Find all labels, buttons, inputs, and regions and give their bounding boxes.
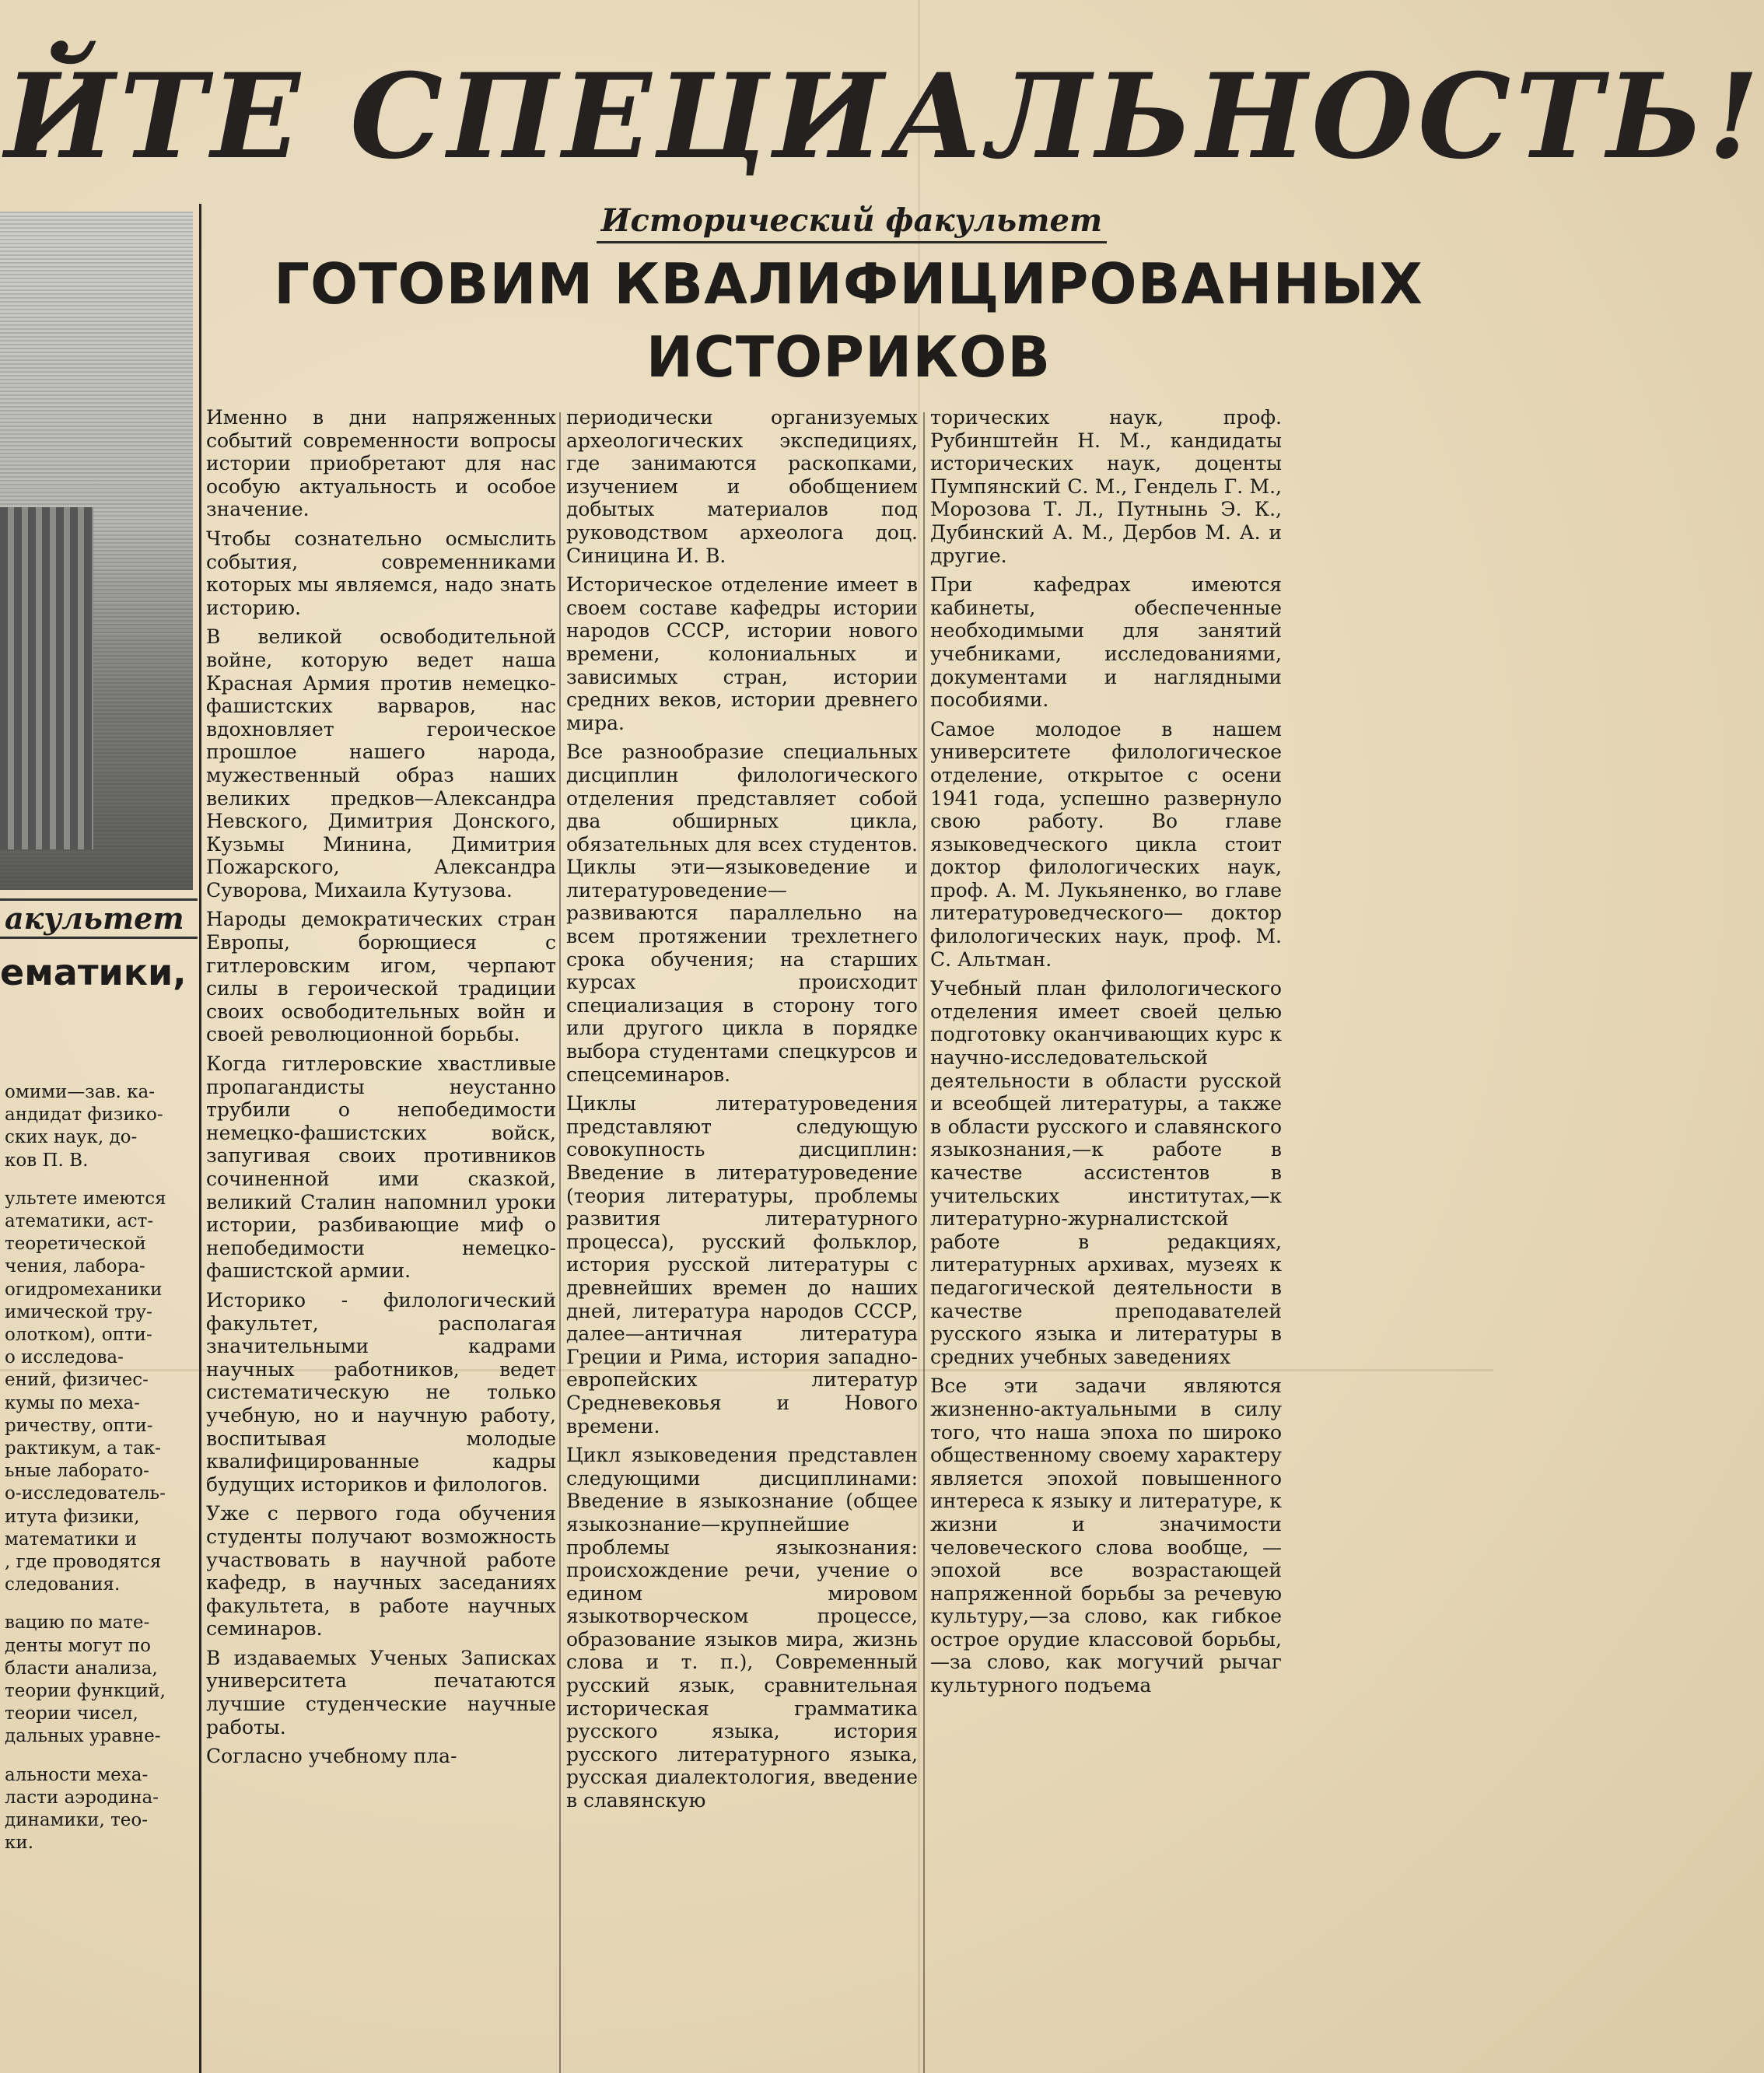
- headline-line-1: ГОТОВИМ КВАЛИФИЦИРОВАННЫХ: [274, 251, 1423, 317]
- text-line: ричеству, опти-: [5, 1415, 153, 1436]
- text-line: математики и: [5, 1528, 137, 1549]
- article-paragraph: периодически организуемых археологических экспедициях, где занимаются раскопками, изучением и обобщением добытых материалов под руководством археолога доц. Синицина И. В.: [566, 406, 918, 567]
- left-section-title: ематики,: [0, 951, 187, 993]
- text-line: ьные лаборато-: [5, 1461, 149, 1482]
- paragraph-gap: [5, 1596, 193, 1612]
- text-line: бласти анализа,: [5, 1658, 158, 1679]
- column-divider: [923, 412, 925, 2073]
- text-line: огидромеханики: [5, 1279, 163, 1300]
- text-line: вацию по мате-: [5, 1613, 150, 1634]
- text-line: рактикум, а так-: [5, 1438, 161, 1459]
- photo-building: [0, 212, 193, 890]
- article-paragraph: Все разнообразие специальных дисциплин филологического отделения представляет собой два обширных цикла, обязательных для всех студентов. Циклы эти—языковедение и литературоведение—развиваются параллельно на всем протяжении трехлетнего срока обучения; на старших курсах происходит специализация в сторону того или другого цикла в порядке выбора студентами спецкурсов и спецсеминаров.: [566, 741, 918, 1086]
- rubric-text: Исторический факультет: [597, 201, 1108, 243]
- text-line: ласти аэродина-: [5, 1787, 159, 1808]
- article-column-3: [930, 406, 1282, 2073]
- article-paragraph: Историко - филологический факультет, располагая значительными кадрами научных работников, ведет систематическую не только учебную, но и научную работу, воспитывая молодые квалифицированные кадры будущих историков и филологов.: [206, 1288, 556, 1496]
- article-paragraph: При кафедрах имеются кабинеты, обеспеченные необходимыми для занятий учебниками, исследованиями, документами и наглядными пособиями.: [930, 573, 1282, 712]
- article-paragraph: Все эти задачи являются жизненно-актуальными в силу того, что наша эпоха по широко общественному своему характеру является эпохой повышенного интереса к языку и литературе, к жизни и значимости человеческого слова вообще, —эпохой все возрастающей напряженной борьбы за речевую культуру,—за слово, как гибкое острое орудие классовой борьбы,—за слово, как могучий рычаг культурного подъема: [930, 1374, 1282, 1697]
- photo-building-facade: [0, 507, 93, 849]
- text-line: чения, лабора-: [5, 1256, 145, 1277]
- text-line: ков П. В.: [5, 1150, 89, 1171]
- text-line: о исследова-: [5, 1347, 124, 1368]
- headline-line-2: ИСТОРИКОВ: [646, 324, 1052, 390]
- left-section-caption: акультет: [0, 898, 198, 939]
- article-paragraph: Самое молодое в нашем университете филологическое отделение, открытое с осени 1941 года, успешно развернуло свою работу. Во главе языковедческого цикла стоит доктор филологических наук, проф. А. М. Лукьяненко, во главе литературоведческого— доктор филологических наук, проф. М. С. Альтман.: [930, 717, 1282, 971]
- paragraph-gap: [5, 1749, 193, 1764]
- text-line: итута физики,: [5, 1506, 140, 1527]
- article-paragraph: Народы демократических стран Европы, борющиеся с гитлеровским игом, черпают силы в героической традиции своих освободительных войн и своей революционной борьбы.: [206, 908, 556, 1046]
- text-line: денты могут по: [5, 1635, 151, 1656]
- article-paragraph: Учебный план филологического отделения имеет своей целью подготовку оканчивающих курс к научно-исследовательской деятельности в области русской и всеобщей литературы, а также в области русского и славянского языкознания,—к работе в качестве ассистентов в учительских институтах,—к литературно-журналистской работе в редакциях, литературных архивах, музеях к педагогической деятельности в качестве преподавателей русского языка и литературы в средних учебных заведениях: [930, 977, 1282, 1368]
- article-paragraph: Цикл языковедения представлен следующими дисциплинами: Введение в языкознание (общее языкознание—крупнейшие проблемы языкознания: происхождение речи, учение о едином мировом языкотворческом процессе, образование языков мира, жизнь слова и т. п.), Современный русский язык, сравнительная историческая грамматика русского языка, история русского литературного языка, русская диалектология, введение в славянскую: [566, 1444, 918, 1812]
- text-line: динамики, тео-: [5, 1810, 149, 1831]
- left-article-fragment: [5, 1081, 193, 1855]
- text-line: ки.: [5, 1833, 34, 1854]
- text-line: теории чисел,: [5, 1704, 138, 1725]
- text-line: теории функций,: [5, 1681, 166, 1702]
- text-line: ультете имеются: [5, 1188, 166, 1209]
- article-paragraph: Когда гитлеровские хвастливые пропагандисты неустанно трубили о непобедимости немецко-фашистских войск, запугивая своих противников сочиненной ими сказкой, великий Сталин напомнил уроки истории, разбивающие миф о непобедимости немецко-фашистской армии.: [206, 1052, 556, 1283]
- article-column-1: [206, 406, 556, 2073]
- text-line: ских наук, до-: [5, 1127, 138, 1148]
- article-paragraph: Уже с первого года обучения студенты получают возможность участвовать в научной работе кафедр, в научных заседаниях факультета, в работе научных семинаров.: [206, 1502, 556, 1641]
- text-line: андидат физико-: [5, 1105, 163, 1126]
- text-line: следования.: [5, 1574, 121, 1595]
- article-paragraph: торических наук, проф. Рубинштейн Н. М., кандидаты исторических наук, доценты Пумпянский С. М., Гендель Г. М., Морозова Т. Л., Путнынь Э. К., Дубинский А. М., Дербов М. А. и другие.: [930, 406, 1282, 567]
- text-line: атематики, аст-: [5, 1211, 154, 1232]
- column-divider: [559, 412, 561, 2073]
- article-paragraph: В великой освободительной войне, которую ведет наша Красная Армия против немецко-фашистских варваров, нас вдохновляет героическое прошлое нашего народа, мужественный образ наших великих предков—Александра Невского, Димитрия Донского, Кузьмы Минина, Димитрия Пожарского, Александра Суворова, Михаила Кутузова.: [206, 625, 556, 902]
- column-rule: [199, 204, 201, 2073]
- text-line: альности меха-: [5, 1764, 149, 1785]
- article-paragraph: Циклы литературоведения представляют следующую совокупность дисциплин: Введение в литературоведение (теория литературы, проблемы развития литературного процесса), русский фольклор, история русской литературы с древнейших времен до наших дней, литература народов СССР, далее—античная литература Греции и Рима, история западно-европейских литератур Средневековья и Нового времени.: [566, 1092, 918, 1437]
- article-headline: [204, 247, 1493, 394]
- text-line: , где проводятся: [5, 1552, 162, 1573]
- article-paragraph: Именно в дни напряженных событий современности вопросы истории приобретают для нас особую актуальность и особое значение.: [206, 406, 556, 521]
- text-line: теоретической: [5, 1234, 146, 1255]
- article-column-2: [566, 406, 918, 2073]
- article-paragraph: Чтобы сознательно осмыслить события, современниками которых мы являемся, надо знать историю.: [206, 527, 556, 619]
- text-line: омими—зав. ка-: [5, 1082, 155, 1102]
- text-line: ений, физичес-: [5, 1370, 149, 1391]
- text-line: о-исследователь-: [5, 1483, 166, 1504]
- article-paragraph: Историческое отделение имеет в своем составе кафедры истории народов СССР, истории нового времени, колониальных и зависимых стран, истории средних веков, истории древнего мира.: [566, 573, 918, 734]
- text-line: дальных уравне-: [5, 1726, 161, 1747]
- article-rubric: [210, 201, 1493, 243]
- text-line: имической тру-: [5, 1301, 152, 1322]
- paragraph-gap: [5, 1172, 193, 1188]
- article-paragraph: В издаваемых Ученых Записках университета печатаются лучшие студенческие научные работы.: [206, 1646, 556, 1739]
- text-line: кумы по меха-: [5, 1392, 140, 1413]
- article-paragraph: Согласно учебному пла-: [206, 1745, 457, 1768]
- text-line: олотком), опти-: [5, 1325, 152, 1346]
- banner-headline: ЙТЕ СПЕЦИАЛЬНОСТЬ!: [5, 48, 1764, 185]
